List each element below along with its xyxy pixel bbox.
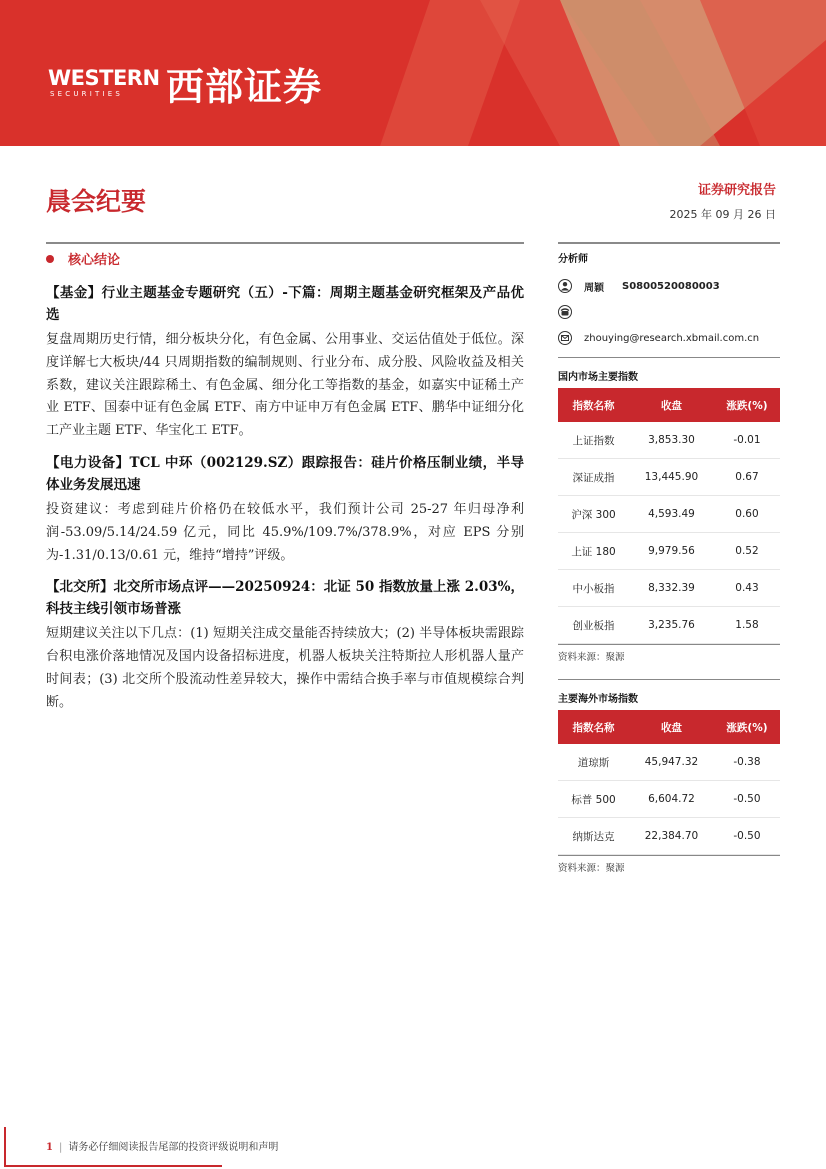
table-cell: 45,947.32 — [629, 744, 714, 781]
bullet-dot-icon — [46, 255, 54, 263]
analyst-name: 周颖 — [584, 282, 604, 294]
column-header: 收盘 — [629, 388, 714, 422]
table-cell: 22,384.70 — [629, 818, 714, 855]
table-row — [558, 459, 780, 496]
analyst-id: S0800520080003 — [622, 280, 720, 292]
side-top-rule — [558, 242, 780, 244]
table-cell: 3,235.76 — [629, 607, 714, 644]
domestic-table-source: 资料来源：聚源 — [558, 644, 780, 667]
table-cell: -0.38 — [714, 744, 780, 781]
phone-icon — [558, 305, 572, 319]
table-cell: 0.52 — [714, 533, 780, 570]
domestic-table-title: 国内市场主要指数 — [558, 372, 638, 383]
table-cell: 0.60 — [714, 496, 780, 533]
table-cell: -0.50 — [714, 818, 780, 855]
table-row — [558, 607, 780, 644]
column-header: 指数名称 — [558, 388, 629, 422]
table-header-row — [558, 710, 780, 744]
table-cell: 8,332.39 — [629, 570, 714, 607]
table-row — [558, 533, 780, 570]
person-icon — [558, 279, 572, 293]
page-number: 1 — [46, 1142, 53, 1153]
news-item-body: 投资建议：考虑到硅片价格仍在较低水平，我们预计公司 25-27 年归母净利润-53.09/5.14/24.59 亿元，同比 45.9%/109.7%/378.9%，对应 EPS 分别为-1.31/0.13/0.61 元，维持“增持”评级。 — [46, 501, 524, 563]
table-cell: 3,853.30 — [629, 422, 714, 459]
news-item — [46, 576, 524, 714]
footer-corner-horizontal — [4, 1165, 222, 1167]
column-header: 收盘 — [629, 710, 714, 744]
overseas-top-rule — [558, 667, 780, 680]
footer-note: 请务必仔细阅读报告尾部的投资评级说明和声明 — [68, 1142, 279, 1153]
overseas-index-table — [558, 710, 780, 855]
section-heading-text: 核心结论 — [68, 253, 121, 268]
table-cell: 0.67 — [714, 459, 780, 496]
table-cell: 标普 500 — [558, 781, 629, 818]
analyst-email: zhouying@research.xbmail.com.cn — [584, 332, 760, 344]
table-cell: 上证 180 — [558, 533, 629, 570]
table-cell: 4,593.49 — [629, 496, 714, 533]
logo-subtitle: SECURITIES — [50, 90, 124, 98]
table-row — [558, 422, 780, 459]
footer-separator: | — [58, 1142, 63, 1153]
column-header: 涨跌(%) — [714, 388, 780, 422]
table-cell: 上证指数 — [558, 422, 629, 459]
table-header-row — [558, 388, 780, 422]
phone-row — [558, 299, 780, 325]
news-item-title: 【电力设备】TCL 中环（002129.SZ）跟踪报告：硅片价格压制业绩，半导体业务发展迅速 — [46, 454, 524, 493]
main-top-rule — [46, 242, 524, 244]
table-cell: 13,445.90 — [629, 459, 714, 496]
section-heading — [46, 249, 120, 268]
analyst-bottom-rule — [558, 351, 780, 358]
table-row — [558, 496, 780, 533]
header-banner — [0, 0, 826, 146]
news-item-body: 短期建议关注以下几点：(1) 短期关注成交量能否持续放大；(2) 半导体板块需跟踪台积电涨价落地情况及国内设备招标进度，机器人板块关注特斯拉人形机器人量产时间表；(3) 北交所个股流动性差异较大，操作中需结合换手率与市值规模综合判断。 — [46, 626, 524, 710]
analyst-row — [558, 273, 780, 299]
footer-corner-vertical — [4, 1127, 6, 1167]
page-footer — [46, 1138, 278, 1153]
table-cell: 深证成指 — [558, 459, 629, 496]
document-title: 晨会纪要 — [46, 187, 147, 216]
table-cell: 沪深 300 — [558, 496, 629, 533]
column-header: 指数名称 — [558, 710, 629, 744]
table-row — [558, 744, 780, 781]
table-cell: 纳斯达克 — [558, 818, 629, 855]
news-item — [46, 452, 524, 567]
news-item-body: 复盘周期历史行情，细分板块分化，有色金属、公用事业、交运估值处于低位。深度详解七大板块/44 只周期指数的编制规则、行业分布、成分股、风险收益及相关系数，建议关注跟踪稀土、有色金属、细分化工等指数的基金，如嘉实中证稀土产业 ETF、国泰中证有色金属 ETF、南方中证申万有色金属 ETF、鹏华中证细分化工产业主题 ETF、华宝化工 ETF。 — [46, 332, 524, 439]
email-row — [558, 325, 780, 351]
column-header: 涨跌(%) — [714, 710, 780, 744]
domestic-index-table — [558, 388, 780, 644]
news-item-title: 【基金】行业主题基金专题研究（五）-下篇：周期主题基金研究框架及产品优选 — [46, 285, 524, 323]
report-type: 证券研究报告 — [697, 183, 776, 198]
table-cell: 中小板指 — [558, 570, 629, 607]
table-cell: 创业板指 — [558, 607, 629, 644]
table-cell: 9,979.56 — [629, 533, 714, 570]
table-cell: -0.50 — [714, 781, 780, 818]
sidebar — [558, 250, 780, 878]
analyst-label: 分析师 — [558, 254, 588, 265]
news-item — [46, 282, 524, 443]
table-row — [558, 570, 780, 607]
overseas-table-title: 主要海外市场指数 — [558, 694, 638, 705]
news-item-title: 【北交所】北交所市场点评——20250924：北证 50 指数放量上涨 2.03%，科技主线引领市场普涨 — [46, 579, 524, 618]
overseas-table-source: 资料来源：聚源 — [558, 855, 780, 878]
mail-icon — [558, 331, 572, 345]
main-content — [46, 282, 524, 724]
table-cell: 道琼斯 — [558, 744, 629, 781]
table-cell: 1.58 — [714, 607, 780, 644]
table-cell: 6,604.72 — [629, 781, 714, 818]
logo-chinese: 西部证券 — [166, 64, 323, 109]
table-cell: -0.01 — [714, 422, 780, 459]
table-cell: 0.43 — [714, 570, 780, 607]
table-row — [558, 818, 780, 855]
logo-wordmark: WESTERN — [48, 66, 160, 90]
table-row — [558, 781, 780, 818]
report-date: 2025 年 09 月 26 日 — [669, 208, 776, 221]
